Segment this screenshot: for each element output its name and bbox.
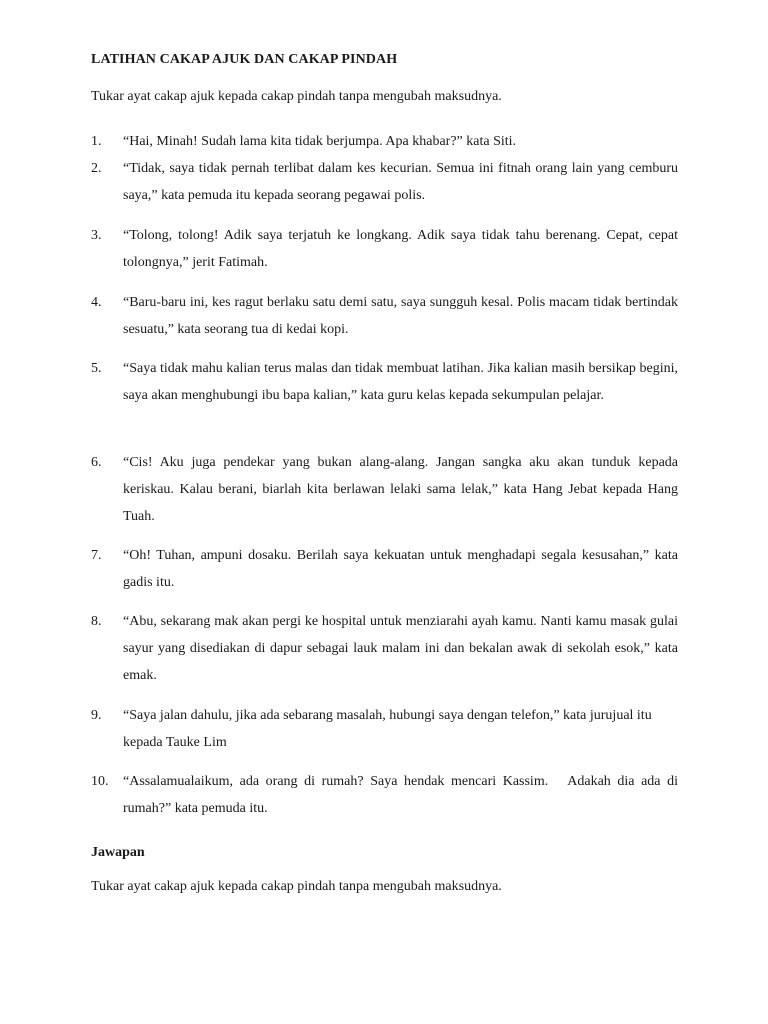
exercise-item-9 [91,702,678,756]
item-text: “Tolong, tolong! Adik saya terjatuh ke longkang. Adik saya tidak tahu berenang. Cepat, cepat tolongnya,” jerit Fatimah. [123,228,678,270]
exercise-item-6 [91,449,678,530]
item-number: 7. [91,548,102,563]
instruction-text: Tukar ayat cakap ajuk kepada cakap pindah tanpa mengubah maksudnya. [91,89,502,104]
exercise-item-1 [91,128,678,155]
item-number: 6. [91,455,102,470]
item-number: 8. [91,614,102,629]
document-title: LATIHAN CAKAP AJUK DAN CAKAP PINDAH [91,52,398,67]
item-number: 4. [91,295,102,310]
item-text: “Oh! Tuhan, ampuni dosaku. Berilah saya kekuatan untuk menghadapi segala kesusahan,” kata gadis itu. [123,548,678,590]
answer-heading: Jawapan [91,845,145,860]
item-number: 1. [91,134,102,149]
item-text: “Abu, sekarang mak akan pergi ke hospital untuk menziarahi ayah kamu. Nanti kamu masak gulai sayur yang disediakan di dapur sebagai lauk malam ini dan bekalan awak di sekolah esok,” kata emak. [123,614,678,683]
item-text: “Assalamualaikum, ada orang di rumah? Saya hendak mencari Kassim. Adakah dia ada di rumah?” kata pemuda itu. [123,774,682,816]
item-number: 10. [91,774,109,789]
exercise-item-8 [91,608,678,689]
item-number: 9. [91,708,102,723]
item-text: “Cis! Aku juga pendekar yang bukan alang-alang. Jangan sangka aku akan tunduk kepada keriskau. Kalau berani, biarlah kita berlawan lelaki sama lelak,” kata Hang Jebat kepada Hang Tuah. [123,455,678,524]
item-text: “Hai, Minah! Sudah lama kita tidak berjumpa. Apa khabar?” kata Siti. [123,134,517,149]
item-number: 3. [91,228,102,243]
item-text: “Saya tidak mahu kalian terus malas dan tidak membuat latihan. Jika kalian masih bersikap begini, saya akan menghubungi ibu bapa kalian,” kata guru kelas kepada sekumpulan pelajar. [123,361,678,403]
answer-instruction-text: Tukar ayat cakap ajuk kepada cakap pindah tanpa mengubah maksudnya. [91,879,502,894]
exercise-item-10 [91,768,682,822]
exercise-item-3 [91,222,678,276]
item-text: “Tidak, saya tidak pernah terlibat dalam kes kecurian. Semua ini fitnah orang lain yang cemburu saya,” kata pemuda itu kepada seorang pegawai polis. [123,161,678,203]
item-text: “Baru-baru ini, kes ragut berlaku satu demi satu, saya sungguh kesal. Polis macam tidak bertindak sesuatu,” kata seorang tua di kedai kopi. [123,295,678,337]
exercise-item-7 [91,542,678,596]
item-number: 5. [91,361,102,376]
item-number: 2. [91,161,102,176]
exercise-item-5 [91,355,678,409]
exercise-item-2 [91,155,678,209]
item-text: “Saya jalan dahulu, jika ada sebarang masalah, hubungi saya dengan telefon,” kata jurujual itu kepada Tauke Lim [123,708,652,750]
exercise-item-4 [91,289,678,343]
